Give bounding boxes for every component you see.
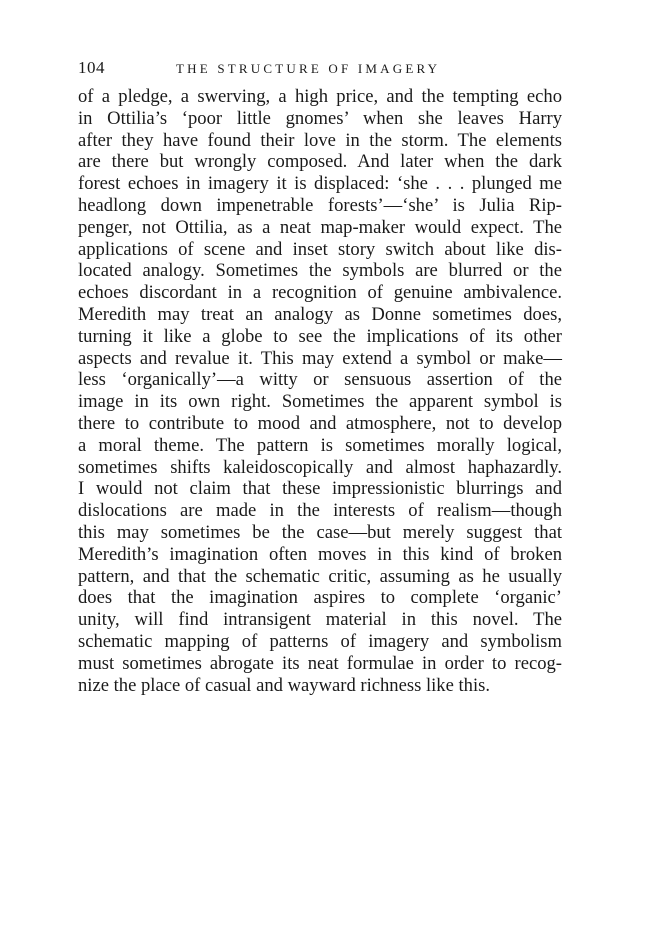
text-line: unity, will find intransigent material in this novel. The	[78, 609, 562, 631]
text-line: Meredith’s imagination often moves in this kind of broken	[78, 543, 562, 565]
text-line: does that the imagination aspires to complete ‘organic’	[78, 587, 562, 609]
text-line: of a pledge, a swerving, a high price, and the tempting echo	[78, 86, 562, 107]
text-line: must sometimes abrogate its neat formulae in order to recog-	[78, 652, 562, 674]
text-line: there to contribute to mood and atmosphere, not to develop	[78, 412, 562, 434]
body-paragraph	[78, 86, 562, 696]
page-number: 104	[78, 58, 105, 77]
text-line: this may sometimes be the case—but merely suggest that	[78, 521, 562, 543]
text-line: dislocations are made in the interests of realism—though	[78, 500, 562, 522]
text-line: a moral theme. The pattern is sometimes morally logical,	[78, 434, 562, 456]
running-title: THE STRUCTURE OF IMAGERY	[176, 61, 441, 76]
text-line: applications of scene and inset story switch about like dis-	[78, 238, 562, 260]
text-line: image in its own right. Sometimes the apparent symbol is	[78, 391, 562, 413]
text-line: are there but wrongly composed. And later when the dark	[78, 151, 562, 173]
text-line: nize the place of casual and wayward richness like this.	[78, 674, 491, 696]
text-line: headlong down impenetrable forests’—‘she’ is Julia Rip-	[78, 194, 562, 216]
text-line: after they have found their love in the storm. The elements	[78, 129, 562, 151]
text-line: pattern, and that the schematic critic, assuming as he usually	[78, 565, 562, 587]
text-line: I would not claim that these impressionistic blurrings and	[78, 478, 562, 500]
text-line: turning it like a globe to see the implications of its other	[78, 325, 562, 347]
text-line: in Ottilia’s ‘poor little gnomes’ when she leaves Harry	[78, 107, 562, 129]
text-line: sometimes shifts kaleidoscopically and almost haphazardly.	[78, 456, 562, 478]
text-line: penger, not Ottilia, as a neat map-maker would expect. The	[78, 216, 562, 238]
running-head	[78, 58, 562, 80]
book-page	[78, 58, 562, 696]
text-line: forest echoes in imagery it is displaced: ‘she . . . plunged me	[78, 173, 562, 195]
text-line: schematic mapping of patterns of imagery and symbolism	[78, 630, 562, 652]
text-line: Meredith may treat an analogy as Donne sometimes does,	[78, 303, 562, 325]
text-line: located analogy. Sometimes the symbols are blurred or the	[78, 260, 562, 282]
text-line: less ‘organically’—a witty or sensuous assertion of the	[78, 369, 562, 391]
text-line: echoes discordant in a recognition of genuine ambivalence.	[78, 282, 562, 304]
text-line: aspects and revalue it. This may extend a symbol or make—	[78, 347, 562, 369]
